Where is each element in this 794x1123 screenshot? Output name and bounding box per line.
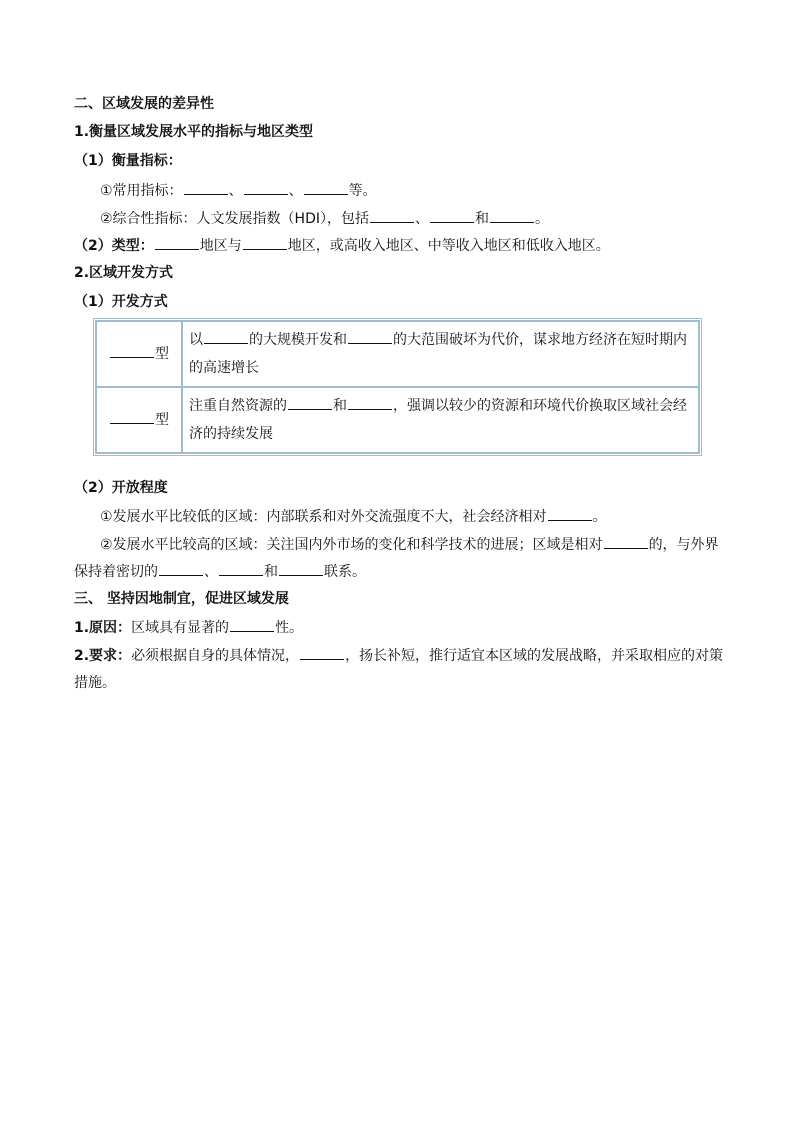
blank-field[interactable] [490,208,534,223]
description-cell: 以 的大规模开发和 的大范围破坏为代价，谋求地方经济在短时期内的高速增长 [182,321,699,387]
blank-field[interactable] [300,645,344,660]
subsection-development-heading: 2.区域开发方式 [74,265,174,281]
blank-field[interactable] [204,329,248,344]
blank-field[interactable] [244,180,288,195]
blank-field[interactable] [548,506,592,521]
blank-field[interactable] [304,180,348,195]
blank-field[interactable] [288,395,332,410]
region-types-line: （2）类型： 地区与 地区，或高收入地区、中等收入地区和低收入地区。 [74,235,702,256]
blank-field[interactable] [348,329,392,344]
table-row [96,387,699,453]
reason-line: 1.原因：区域具有显著的 性。 [74,617,702,638]
blank-field[interactable] [184,180,228,195]
development-mode-table [93,318,702,456]
type-cell: 型 [96,321,182,387]
blank-field[interactable] [155,235,199,250]
subsection-indicators-heading: 1.衡量区域发展水平的指标与地区类型 [74,124,314,140]
description-cell: 注重自然资源的 和 ，强调以较少的资源和环境代价换取区域社会经济的持续发展 [182,387,699,453]
table-row [96,321,699,387]
requirement-line-2: 措施。 [74,675,116,691]
blank-field[interactable] [110,343,154,358]
measure-indicators-title: （1）衡量指标： [74,153,182,169]
blank-field[interactable] [110,409,154,424]
high-development-openness-line-2: 保持着密切的 、 和 联系。 [74,561,702,582]
blank-field[interactable] [604,534,648,549]
development-mode-title: （1）开发方式 [74,294,168,310]
blank-field[interactable] [230,617,274,632]
composite-indicator-line: ②综合性指标：人文发展指数（HDI），包括 、 和 。 [100,208,702,229]
low-development-openness-line: ①发展水平比较低的区域：内部联系和对外交流强度不大，社会经济相对 。 [100,506,702,527]
requirement-line: 2.要求：必须根据自身的具体情况， ，扬长补短，推行适宜本区域的发展战略，并采取相应的对策 [74,645,702,666]
blank-field[interactable] [348,395,392,410]
blank-field[interactable] [430,208,474,223]
blank-field[interactable] [159,561,203,576]
blank-field[interactable] [370,208,414,223]
blank-field[interactable] [243,235,287,250]
common-indicators-line: ①常用指标： 、 、 等。 [100,180,702,201]
section-3-heading: 三、 坚持因地制宜，促进区域发展 [74,591,289,607]
section-2-heading: 二、区域发展的差异性 [74,96,214,112]
high-development-openness-line: ②发展水平比较高的区域：关注国内外市场的变化和科学技术的进展；区域是相对 的，与外界 [100,534,702,555]
type-cell: 型 [96,387,182,453]
blank-field[interactable] [219,561,263,576]
openness-title: （2）开放程度 [74,480,168,496]
blank-field[interactable] [279,561,323,576]
